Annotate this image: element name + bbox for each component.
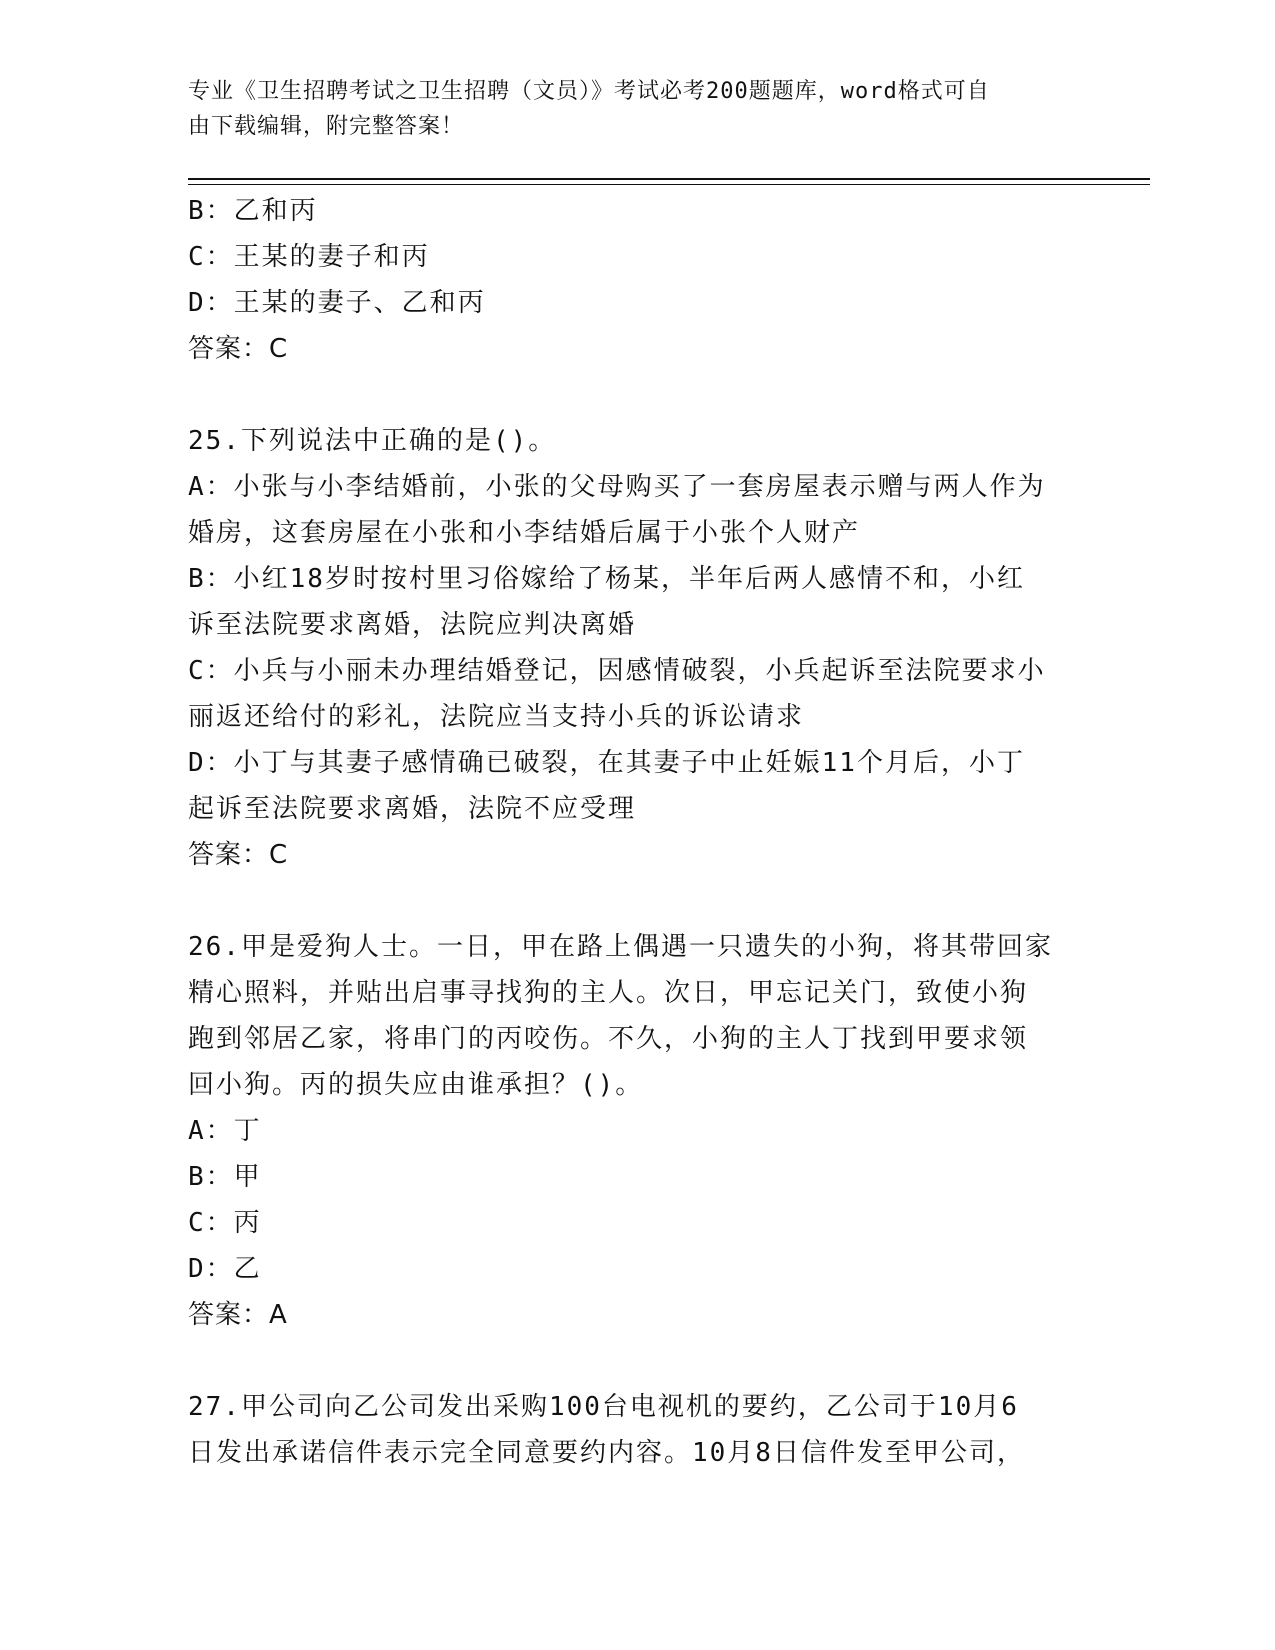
option-c-line-1: C：小兵与小丽未办理结婚登记，因感情破裂，小兵起诉至法院要求小 — [188, 656, 1046, 686]
option-c-line-2: 丽返还给付的彩礼，法院应当支持小兵的诉讼请求 — [188, 702, 805, 732]
option-d-line-2: 起诉至法院要求离婚，法院不应受理 — [188, 794, 637, 824]
option-a-line-1: A：小张与小李结婚前，小张的父母购买了一套房屋表示赠与两人作为 — [188, 472, 1046, 502]
option-a-line-2: 婚房，这套房屋在小张和小李结婚后属于小张个人财产 — [188, 518, 861, 548]
option-c: C：王某的妻子和丙 — [188, 242, 430, 272]
header-rule-thick — [188, 178, 1150, 180]
question-stem: 25.下列说法中正确的是()。 — [188, 426, 557, 456]
option-d: D：王某的妻子、乙和丙 — [188, 288, 486, 318]
question-stem-line-3: 跑到邻居乙家，将串门的丙咬伤。不久，小狗的主人丁找到甲要求领 — [188, 1024, 1029, 1054]
option-a: A：丁 — [188, 1116, 262, 1146]
option-c: C：丙 — [188, 1208, 262, 1238]
answer-line: 答案：C — [188, 334, 289, 364]
question-26-block — [188, 924, 1068, 1338]
question-stem-line-2: 精心照料，并贴出启事寻找狗的主人。次日，甲忘记关门，致使小狗 — [188, 978, 1029, 1008]
option-b-line-2: 诉至法院要求离婚，法院应判决离婚 — [188, 610, 637, 640]
prev-question-block — [188, 188, 1068, 372]
header-line-1: 专业《卫生招聘考试之卫生招聘（文员）》考试必考200题题库，word格式可自 — [188, 79, 990, 104]
question-stem-line-2: 日发出承诺信件表示完全同意要约内容。10月8日信件发至甲公司， — [188, 1438, 1025, 1468]
header-line-2: 由下载编辑，附完整答案！ — [188, 114, 465, 139]
question-27-block — [188, 1384, 1068, 1476]
option-b: B：乙和丙 — [188, 196, 318, 226]
spacer — [188, 372, 1068, 418]
question-stem-line-4: 回小狗。丙的损失应由谁承担？()。 — [188, 1070, 644, 1100]
spacer — [188, 1338, 1068, 1384]
question-stem-line-1: 26.甲是爱狗人士。一日，甲在路上偶遇一只遗失的小狗，将其带回家 — [188, 932, 1053, 962]
option-d: D：乙 — [188, 1254, 262, 1284]
question-content — [188, 188, 1068, 1476]
question-stem-line-1: 27.甲公司向乙公司发出采购100台电视机的要约，乙公司于10月6 — [188, 1392, 1019, 1422]
option-b: B：甲 — [188, 1162, 262, 1192]
option-b-line-1: B：小红18岁时按村里习俗嫁给了杨某，半年后两人感情不和，小红 — [188, 564, 1025, 594]
spacer — [188, 878, 1068, 924]
document-header — [188, 74, 1068, 144]
answer-line: 答案：C — [188, 840, 289, 870]
question-25-block — [188, 418, 1068, 878]
answer-line: 答案：A — [188, 1300, 288, 1330]
option-d-line-1: D：小丁与其妻子感情确已破裂，在其妻子中止妊娠11个月后，小丁 — [188, 748, 1025, 778]
header-rule-thin — [188, 184, 1150, 185]
